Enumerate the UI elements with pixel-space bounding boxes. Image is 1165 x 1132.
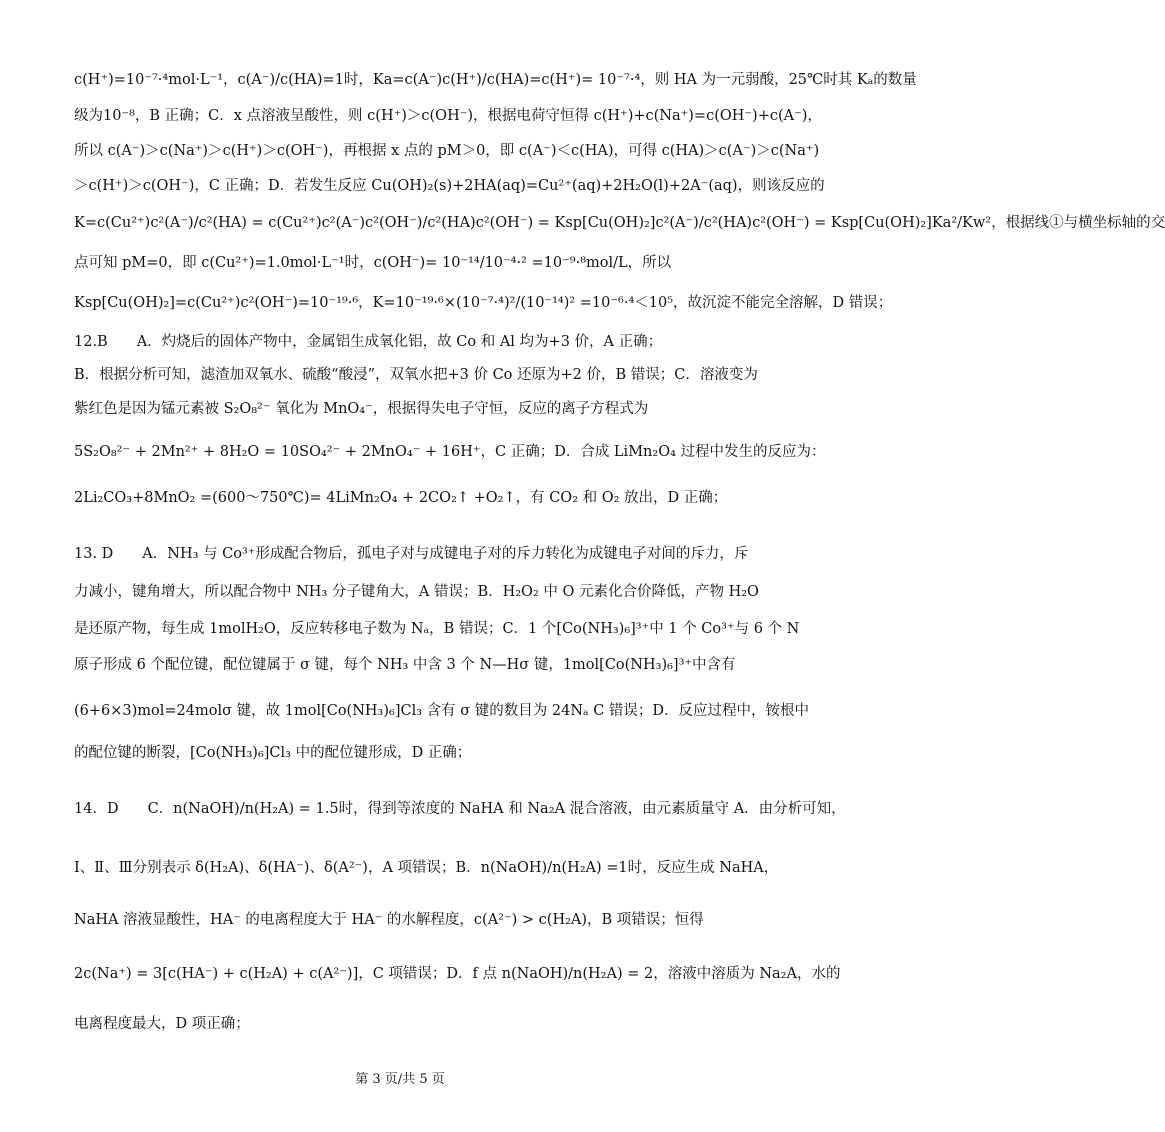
text-line: 点可知 pM=0，即 c(Cu²⁺)=1.0mol·L⁻¹时，c(OH⁻)= 10⁻¹⁴/10⁻⁴·² =10⁻⁹·⁸mol/L，所以 xyxy=(74,255,672,271)
text-line: 紫红色是因为锰元素被 S₂O₈²⁻ 氧化为 MnO₄⁻，根据得失电子守恒，反应的离子方程式为 xyxy=(74,401,649,417)
text-line: Ⅰ、Ⅱ、Ⅲ分别表示 δ(H₂A)、δ(HA⁻)、δ(A²⁻)，A 项错误；B．n(NaOH)/n(H₂A) =1时，反应生成 NaHA， xyxy=(74,860,779,876)
page-footer: 第 3 页/共 5 页 xyxy=(355,1072,445,1087)
text-line: 原子形成 6 个配位键，配位键属于 σ 键，每个 NH₃ 中含 3 个 N—Hσ 键，1mol[Co(NH₃)₆]³⁺中含有 xyxy=(74,657,736,673)
text-line: 5S₂O₈²⁻ + 2Mn²⁺ + 8H₂O = 10SO₄²⁻ + 2MnO₄⁻ + 16H⁺，C 正确；D．合成 LiMn₂O₄ 过程中发生的反应为： xyxy=(74,444,826,460)
text-line: 13. D A．NH₃ 与 Co³⁺形成配合物后，孤电子对与成键电子对的斥力转化为成键电子对间的斥力，斥 xyxy=(74,546,749,562)
text-line: 级为10⁻⁸，B 正确；C．x 点溶液呈酸性，则 c(H⁺)＞c(OH⁻)，根据电荷守恒得 c(H⁺)+c(Na⁺)=c(OH⁻)+c(A⁻)， xyxy=(74,108,822,124)
text-line: 电离程度最大，D 项正确； xyxy=(74,1016,250,1032)
text-line: NaHA 溶液显酸性，HA⁻ 的电离程度大于 HA⁻ 的水解程度，c(A²⁻) > c(H₂A)，B 项错误；恒得 xyxy=(74,912,704,928)
text-line: 14．D C．n(NaOH)/n(H₂A) = 1.5时，得到等浓度的 NaHA 和 Na₂A 混合溶液，由元素质量守 A．由分析可知， xyxy=(74,801,846,817)
text-line: ＞c(H⁺)＞c(OH⁻)，C 正确；D．若发生反应 Cu(OH)₂(s)+2HA(aq)=Cu²⁺(aq)+2H₂O(l)+2A⁻(aq)，则该反应的 xyxy=(74,178,825,194)
text-line: 2c(Na⁺) = 3[c(HA⁻) + c(H₂A) + c(A²⁻)]，C 项错误；D．f 点 n(NaOH)/n(H₂A) = 2，溶液中溶质为 Na₂A，水的 xyxy=(74,966,841,982)
text-line: 的配位键的断裂，[Co(NH₃)₆]Cl₃ 中的配位键形成，D 正确； xyxy=(74,745,472,761)
text-line: 所以 c(A⁻)＞c(Na⁺)＞c(H⁺)＞c(OH⁻)，再根据 x 点的 pM＞0，即 c(A⁻)＜c(HA)，可得 c(HA)＞c(A⁻)＞c(Na⁺) xyxy=(74,143,820,159)
text-line: 是还原产物，每生成 1molH₂O，反应转移电子数为 Nₐ，B 错误；C．1 个[Co(NH₃)₆]³⁺中 1 个 Co³⁺与 6 个 N xyxy=(74,621,800,637)
text-line: (6+6×3)mol=24molσ 键，故 1mol[Co(NH₃)₆]Cl₃ 含有 σ 键的数目为 24Nₐ C 错误；D．反应过程中，铵根中 xyxy=(74,703,810,719)
text-line: c(H⁺)=10⁻⁷·⁴mol·L⁻¹，c(A⁻)/c(HA)=1时，Ka=c(A⁻)c(H⁺)/c(HA)=c(H⁺)= 10⁻⁷·⁴，则 HA 为一元弱酸，25℃时其 Kₐ的数量 xyxy=(74,72,917,88)
text-line: 12.B A．灼烧后的固体产物中，金属铝生成氧化铝，故 Co 和 Al 均为+3 价，A 正确； xyxy=(74,334,663,350)
text-line: Ksp[Cu(OH)₂]=c(Cu²⁺)c²(OH⁻)=10⁻¹⁹·⁶，K=10⁻¹⁹·⁶×(10⁻⁷·⁴)²/(10⁻¹⁴)² =10⁻⁶·⁴＜10⁵，故沉淀不能完全溶解，D 错误； xyxy=(74,295,893,311)
text-line: B．根据分析可知，滤渣加双氧水、硫酸“酸浸”，双氧水把+3 价 Co 还原为+2 价，B 错误；C．溶液变为 xyxy=(74,367,758,383)
text-line: K=c(Cu²⁺)c²(A⁻)/c²(HA) = c(Cu²⁺)c²(A⁻)c²(OH⁻)/c²(HA)c²(OH⁻) = Ksp[Cu(OH)₂]c²(A⁻)/c²(HA)c²(OH⁻) = Ksp[Cu(OH)₂]Ka²/Kw²，根据线①与横坐标轴的交 xyxy=(74,215,1165,231)
text-line: 2Li₂CO₃+8MnO₂ =(600～750℃)= 4LiMn₂O₄ + 2CO₂↑ +O₂↑，有 CO₂ 和 O₂ 放出，D 正确； xyxy=(74,490,728,506)
text-line: 力减小，键角增大，所以配合物中 NH₃ 分子键角大，A 错误；B．H₂O₂ 中 O 元素化合价降低，产物 H₂O xyxy=(74,584,759,600)
